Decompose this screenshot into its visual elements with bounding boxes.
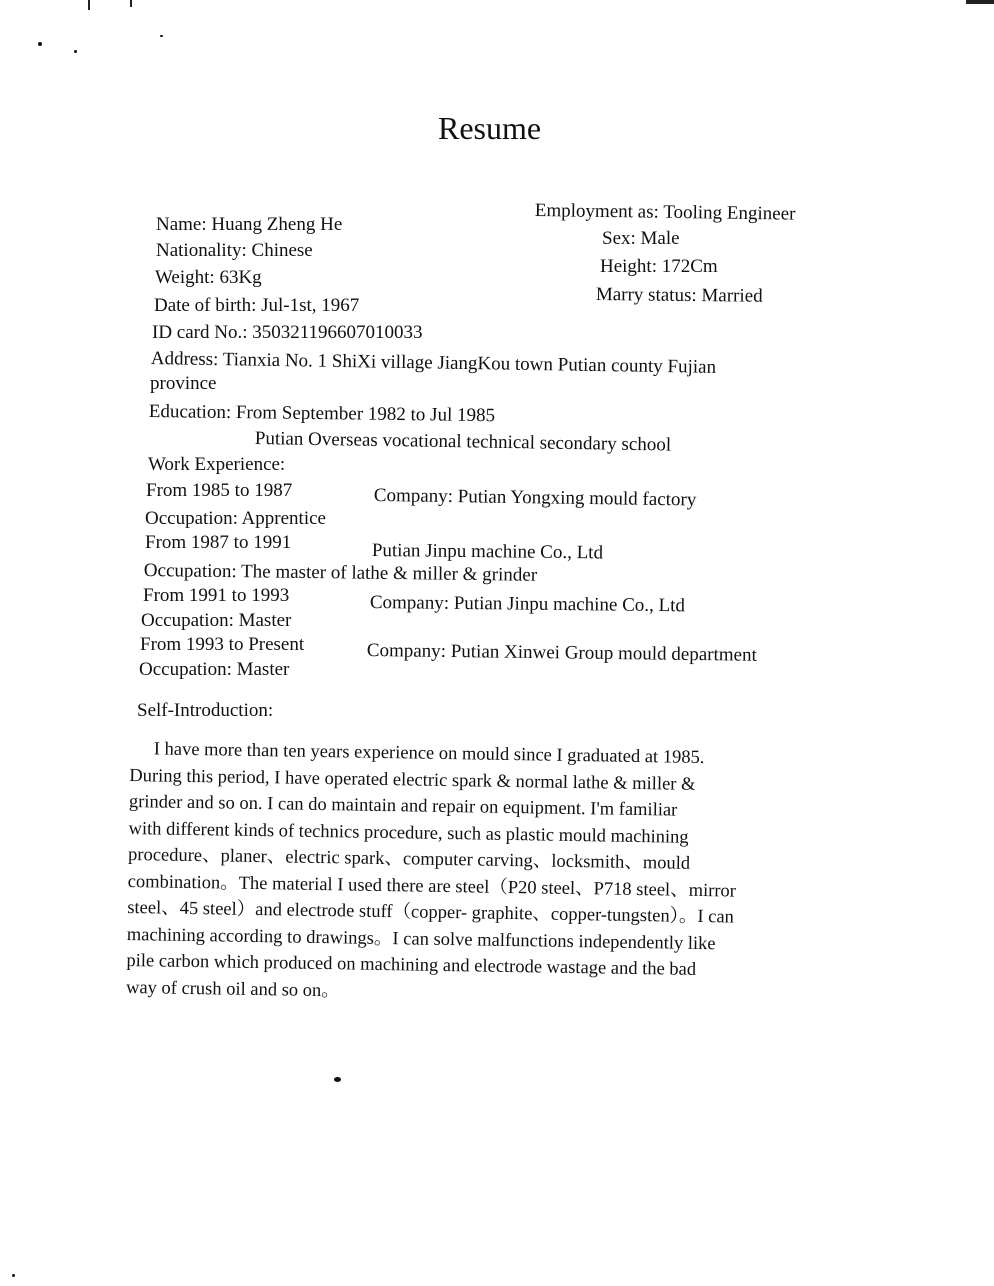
scan-speck — [12, 1274, 15, 1277]
address-line1: Tianxia No. 1 ShiXi village JiangKou town Putian county Fujian — [222, 349, 717, 378]
work-company: Company: Putian Yongxing mould factory — [373, 485, 697, 511]
marry-label: Marry status: — [595, 284, 697, 307]
paragraph-line: I have more than ten years experience on mould since I graduated at 1985. — [153, 739, 705, 769]
sex-line — [602, 228, 680, 250]
work-occupation: Occupation: Master — [139, 659, 290, 680]
work-company: Company: Putian Xinwei Group mould department — [366, 640, 757, 666]
paragraph-line: pile carbon which produced on machining and electrode wastage and the bad — [126, 950, 697, 980]
paragraph-line: machining according to drawings。I can solve malfunctions independently like — [126, 924, 716, 954]
nationality-line — [156, 240, 313, 262]
dob-line — [154, 295, 359, 317]
work-period: From 1993 to Present — [140, 634, 305, 655]
education-school: Putian Overseas vocational technical secondary school — [254, 428, 672, 456]
name-line — [156, 214, 342, 236]
weight-value: 63Kg — [219, 267, 262, 288]
work-period: From 1985 to 1987 — [146, 480, 293, 501]
self-introduction-paragraph — [126, 736, 808, 1012]
paragraph-line: grinder and so on. I can do maintain and repair on equipment. I'm familiar — [128, 791, 678, 821]
education-label: Education: — [148, 401, 232, 424]
address-line — [151, 348, 717, 379]
paragraph-line: During this period, I have operated electric spark & normal lathe & miller & — [129, 765, 696, 795]
scan-edge-mark — [88, 0, 90, 10]
work-company: Company: Putian Jinpu machine Co., Ltd — [369, 592, 686, 617]
marry-value: Married — [701, 285, 763, 307]
scan-speck — [160, 35, 163, 37]
work-period: From 1987 to 1991 — [145, 532, 292, 553]
name-value: Huang Zheng He — [211, 214, 343, 235]
height-value: 172Cm — [661, 256, 718, 277]
employment-line — [535, 200, 796, 226]
employment-value: Tooling Engineer — [663, 201, 796, 225]
height-label: Height: — [600, 256, 657, 277]
scan-speck — [38, 42, 42, 46]
sex-label: Sex: — [602, 228, 636, 249]
nationality-value: Chinese — [251, 240, 313, 261]
dob-value: Jul-1st, 1967 — [261, 295, 360, 316]
id-card-line — [152, 322, 423, 344]
dob-label: Date of birth: — [154, 295, 257, 316]
sex-value: Male — [640, 228, 680, 249]
weight-label: Weight: — [155, 267, 215, 288]
address-line-2: province — [150, 373, 217, 394]
work-occupation: Occupation: The master of lathe & miller & grinder — [143, 560, 538, 586]
work-occupation: Occupation: Master — [141, 610, 292, 631]
id-card-value: 350321196607010033 — [252, 322, 423, 343]
scan-edge-mark — [966, 0, 994, 4]
self-introduction-heading: Self-Introduction: — [137, 700, 274, 721]
work-company: Putian Jinpu machine Co., Ltd — [371, 540, 604, 564]
work-period: From 1991 to 1993 — [143, 585, 290, 606]
marry-line — [596, 284, 763, 308]
education-line — [149, 401, 495, 427]
work-occupation: Occupation: Apprentice — [145, 508, 326, 529]
paragraph-line: way of crush oil and so on。 — [125, 977, 340, 1001]
name-label: Name: — [156, 214, 207, 235]
education-period: From September 1982 to Jul 1985 — [235, 402, 496, 427]
paragraph-line: combination。The material I used there are steel（P20 steel、P718 steel、mirror — [127, 871, 737, 902]
page-title: Resume — [438, 110, 542, 146]
scan-edge-mark — [130, 0, 132, 7]
nationality-label: Nationality: — [156, 240, 247, 261]
height-line — [600, 256, 718, 278]
id-card-label: ID card No.: — [152, 322, 248, 343]
paragraph-line: with different kinds of technics procedure, such as plastic mould machining — [128, 818, 689, 848]
paragraph-line: procedure、planer、electric spark、computer carving、locksmith、mould — [127, 844, 691, 874]
scan-speck — [74, 50, 77, 53]
scan-speck — [334, 1077, 341, 1082]
employment-label: Employment as: — [534, 200, 660, 223]
address-label: Address: — [150, 348, 219, 371]
weight-line — [155, 267, 262, 289]
work-experience-heading: Work Experience: — [148, 454, 286, 475]
paragraph-line: steel、45 steel）and electrode stuff（copper- graphite、copper-tungsten）。I can — [127, 897, 735, 928]
